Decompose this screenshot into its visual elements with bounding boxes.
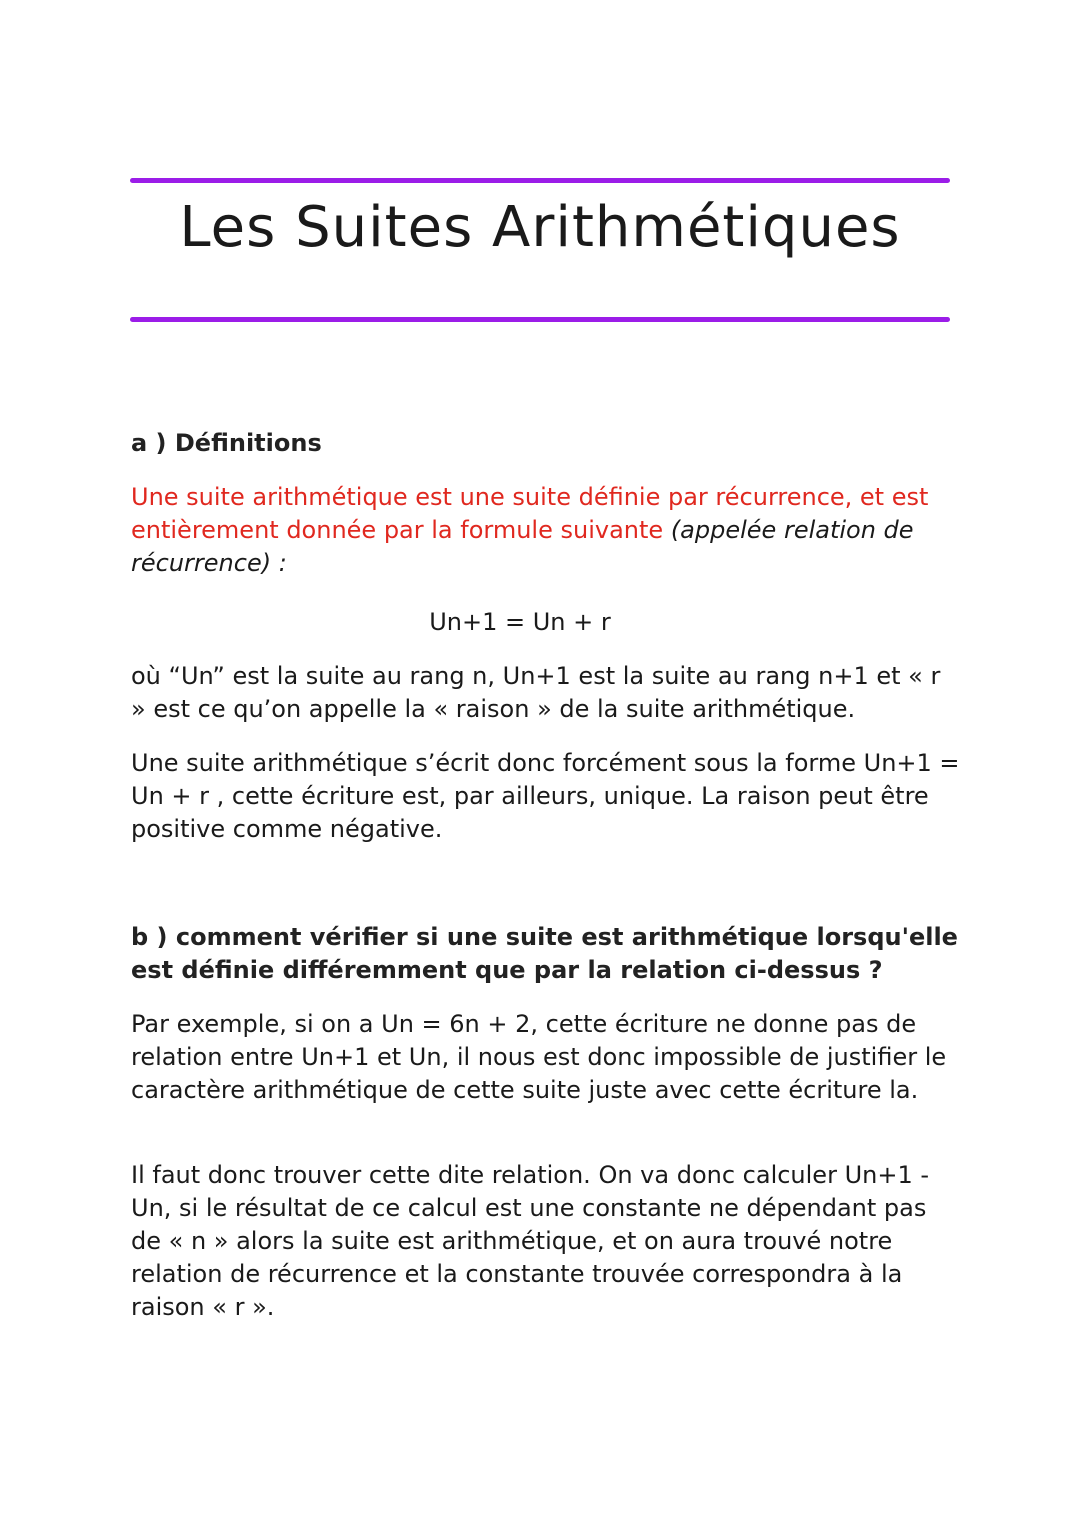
example-paragraph: Par exemple, si on a Un = 6n + 2, cette écriture ne donne pas de relation entre Un+1 et Un, il nous est donc impossible de justifier le caractère arithmétique de cette suite juste avec cette écriture la. bbox=[131, 1010, 947, 1104]
uniqueness-paragraph: Une suite arithmétique s’écrit donc forcément sous la forme Un+1 = Un + r , cette écriture est, par ailleurs, unique. La raison peut être positive comme négative. bbox=[131, 749, 960, 843]
title-top-rule bbox=[130, 178, 950, 183]
definition-text: Une suite arithmétique est une suite définie par récurrence, et est entièrement donnée par la formule suivante bbox=[131, 483, 929, 544]
explanation-paragraph: où “Un” est la suite au rang n, Un+1 est la suite au rang n+1 et « r » est ce qu’on appelle la « raison » de la suite arithmétique. bbox=[131, 662, 941, 723]
definition-parenthetical: (appelée relation de récurrence) : bbox=[131, 516, 914, 577]
section-a-heading: a ) Définitions bbox=[131, 429, 322, 457]
recurrence-formula: Un+1 = Un + r bbox=[429, 608, 611, 636]
method-paragraph: Il faut donc trouver cette dite relation. On va donc calculer Un+1 - Un, si le résultat de ce calcul est une constante ne dépendant pas de « n » alors la suite est arithmétique, et on aura trouvé notre relation de récurrence et la constante trouvée correspondra à la raison « r ». bbox=[131, 1161, 930, 1321]
page-title: Les Suites Arithmétiques bbox=[179, 195, 901, 260]
definition-paragraph bbox=[131, 481, 961, 580]
section-b-heading: b ) comment vérifier si une suite est arithmétique lorsqu'elle est définie différemment que par la relation ci-dessus ? bbox=[131, 923, 958, 984]
title-bottom-rule bbox=[130, 317, 950, 322]
